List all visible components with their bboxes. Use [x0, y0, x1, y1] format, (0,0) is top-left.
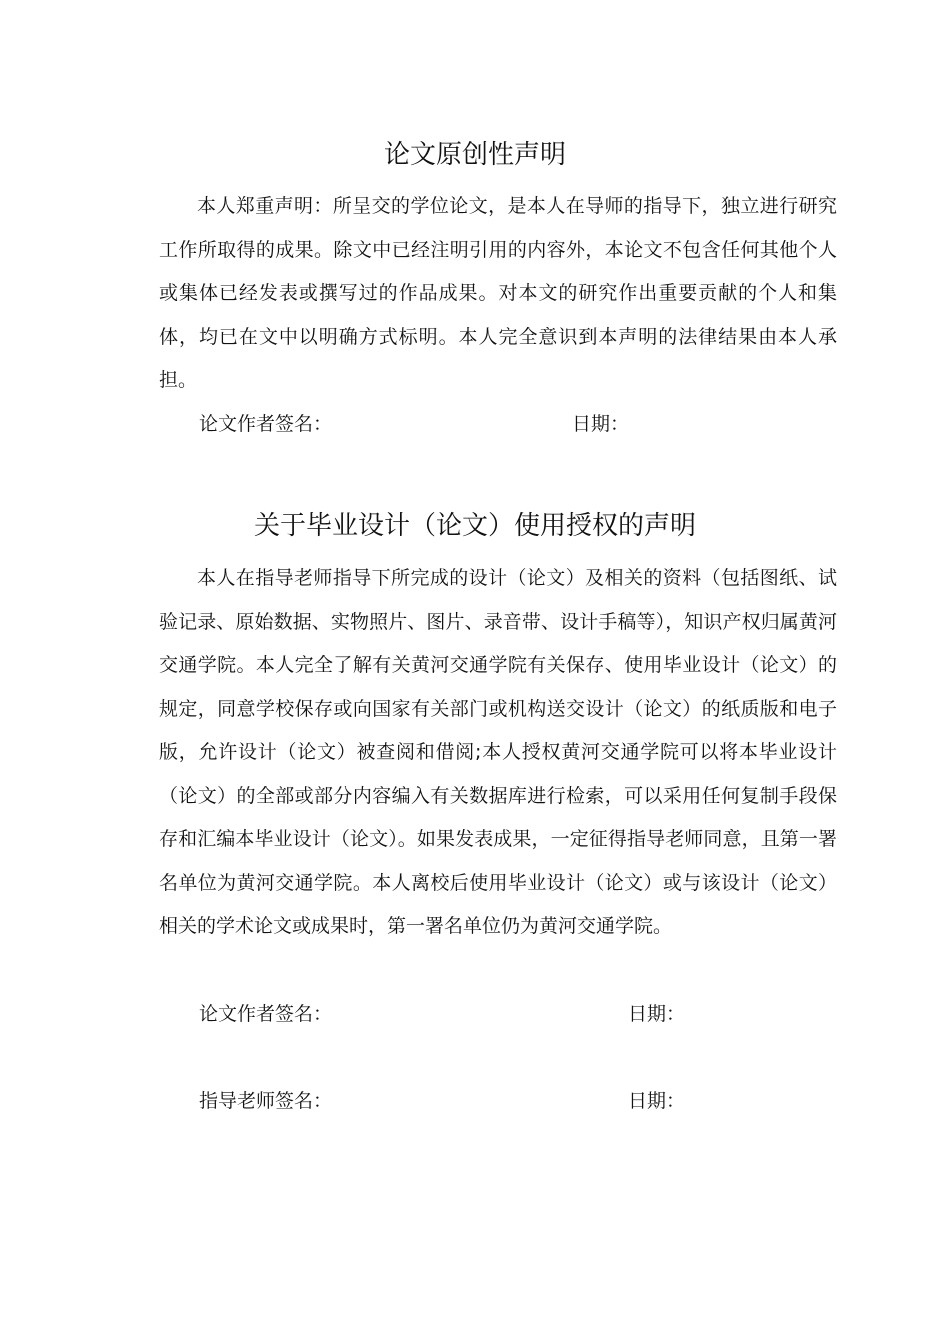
authorization-author-signature-label: 论文作者签名： — [199, 1003, 333, 1025]
originality-author-signature-label: 论文作者签名： — [199, 413, 333, 435]
authorization-statement-body: 本人在指导老师指导下所完成的设计（论文）及相关的资料（包括图纸、试验记录、原始数据、实物照片、图片、录音带、设计手稿等），知识产权归属黄河交通学院。本人完全了解有关黄河交通学院有关保存、使用毕业设计（论文）的规定，同意学校保存或向国家有关部门或机构送交设计（论文）的纸质版和电子版，允许设计（论文）被查阅和借阅;本人授权黄河交通学院可以将本毕业设计（论文）的全部或部分内容编入有关数据库进行检索，可以采用任何复制手段保存和汇编本毕业设计（论文）。如果发表成果，一定征得指导老师同意，且第一署名单位为黄河交通学院。本人离校后使用毕业设计（论文）或与该设计（论文）相关的学术论文或成果时，第一署名单位仍为黄河交通学院。 — [159, 567, 837, 937]
originality-statement-title: 论文原创性声明 — [383, 140, 566, 170]
originality-statement-body: 本人郑重声明：所呈交的学位论文，是本人在导师的指导下，独立进行研究工作所取得的成果。除文中已经注明引用的内容外，本论文不包含任何其他个人或集体已经发表或撰写过的作品成果。对本文的研究作出重要贡献的个人和集体，均已在文中以明确方式标明。本人完全意识到本声明的法律结果由本人承担。 — [159, 195, 837, 391]
authorization-author-date-label: 日期： — [628, 1003, 686, 1025]
advisor-date-label: 日期： — [628, 1090, 686, 1112]
advisor-signature-label: 指导老师签名： — [199, 1090, 333, 1112]
originality-date-label: 日期： — [572, 413, 630, 435]
authorization-statement-title: 关于毕业设计（论文）使用授权的声明 — [253, 511, 696, 541]
